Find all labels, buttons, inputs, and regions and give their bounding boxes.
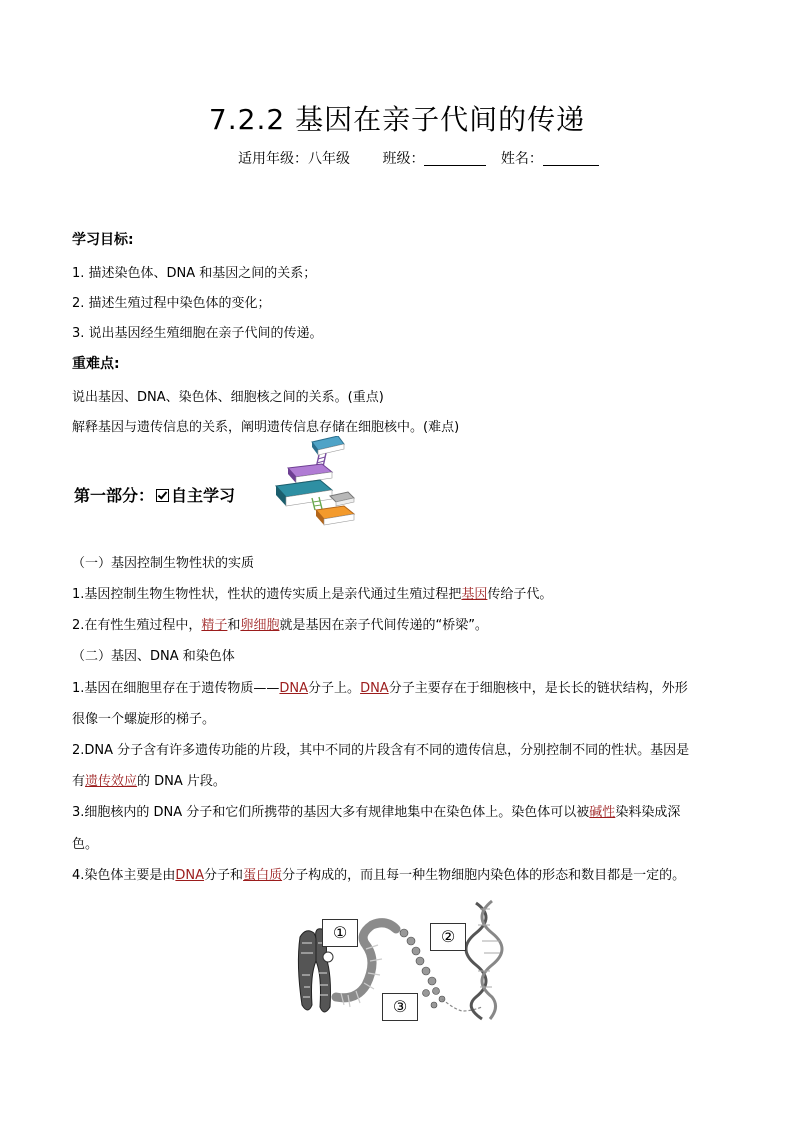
text-span: 和: [227, 618, 241, 633]
section2-paragraph-3: [72, 801, 680, 820]
section2-paragraph-3-cont: 色。: [72, 837, 99, 852]
text-span: 3.细胞核内的 DNA 分子和它们所携带的基因大多有规律地集中在染色体上。染色体可以被: [72, 805, 590, 820]
part1-heading: [74, 483, 235, 506]
class-label: 班级：: [382, 151, 425, 167]
text-span: 分子主要存在于细胞核中，是长长的链状结构，外形: [388, 681, 688, 696]
text-span: 分子和: [204, 868, 244, 883]
answer-dna: DNA: [279, 681, 309, 696]
section2-paragraph-1: [72, 677, 688, 696]
text-span: 的 DNA 片段。: [137, 774, 226, 789]
text-span: 分子构成的，而且每一种生物细胞内染色体的形态和数目都是一定的。: [282, 868, 686, 883]
answer-protein: 蛋白质: [243, 868, 283, 883]
section1-title: （一）基因控制生物性状的实质: [72, 556, 255, 571]
text-span: 分子上。: [308, 681, 361, 696]
answer-gene: 基因: [461, 587, 488, 602]
answer-dna: DNA: [360, 681, 389, 696]
answer-alkaline: 碱性: [589, 805, 616, 820]
diagram-label-2: ②: [430, 923, 466, 951]
grade-label: 适用年级：八年级: [238, 151, 350, 167]
text-span: 4.染色体主要是由: [72, 868, 176, 883]
page-title: 7.2.2 基因在亲子代间的传递: [208, 103, 586, 136]
answer-sperm: 精子: [201, 618, 228, 633]
checkbox-icon: [156, 489, 169, 502]
diagram-label-1: ①: [322, 919, 358, 947]
key-point-item: 说出基因、DNA、染色体、细胞核之间的关系。(重点): [72, 390, 384, 405]
section2-paragraph-1-cont: 很像一个螺旋形的梯子。: [72, 712, 216, 727]
class-blank[interactable]: [424, 151, 486, 166]
text-span: 1.基因在细胞里存在于遗传物质——: [72, 681, 280, 696]
text-span: 1.基因控制生物生物性状，性状的遗传实质上是亲代通过生殖过程把: [72, 587, 462, 602]
part1-heading-text: 自主学习: [171, 486, 236, 505]
name-label: 姓名：: [500, 151, 543, 167]
text-span: 传给子代。: [487, 587, 553, 602]
objective-item: 2. 描述生殖过程中染色体的变化；: [72, 296, 271, 311]
section1-paragraph-1: [72, 583, 552, 602]
name-blank[interactable]: [543, 151, 599, 166]
text-span: 就是基因在亲子代间传递的“桥梁”。: [279, 618, 488, 633]
section1-paragraph-2: [72, 614, 488, 633]
section2-paragraph-2: 2.DNA 分子含有许多遗传功能的片段，其中不同的片段含有不同的遗传信息，分别控制不同的性状。基因是: [72, 743, 690, 758]
section2-paragraph-4: [72, 864, 685, 883]
objectives-heading: 学习目标:: [72, 232, 134, 248]
answer-genetic-effect: 遗传效应: [85, 774, 138, 789]
key-point-item: 解释基因与遗传信息的关系，阐明遗传信息存储在细胞核中。(难点): [72, 420, 460, 435]
dna-helix-icon: [466, 901, 502, 1019]
text-span: 染料染成深: [615, 805, 681, 820]
books-icon: [272, 436, 362, 528]
objective-item: 3. 说出基因经生殖细胞在亲子代间的传递。: [72, 326, 323, 341]
part1-heading-prefix: 第一部分：: [74, 486, 155, 505]
section2-paragraph-2-cont: [72, 770, 226, 789]
text-span: 有: [72, 774, 86, 789]
answer-dna: DNA: [175, 868, 205, 883]
chromosome-dna-diagram: [286, 895, 516, 1025]
diagram-label-3: ③: [382, 993, 418, 1021]
key-points-heading: 重难点:: [72, 356, 120, 372]
section2-title: （二）基因、DNA 和染色体: [72, 649, 235, 664]
subtitle-line: [238, 148, 599, 168]
magnify-circle: [323, 952, 333, 962]
answer-egg: 卵细胞: [240, 618, 280, 633]
objective-item: 1. 描述染色体、DNA 和基因之间的关系；: [72, 266, 317, 281]
text-span: 2.在有性生殖过程中，: [72, 618, 202, 633]
